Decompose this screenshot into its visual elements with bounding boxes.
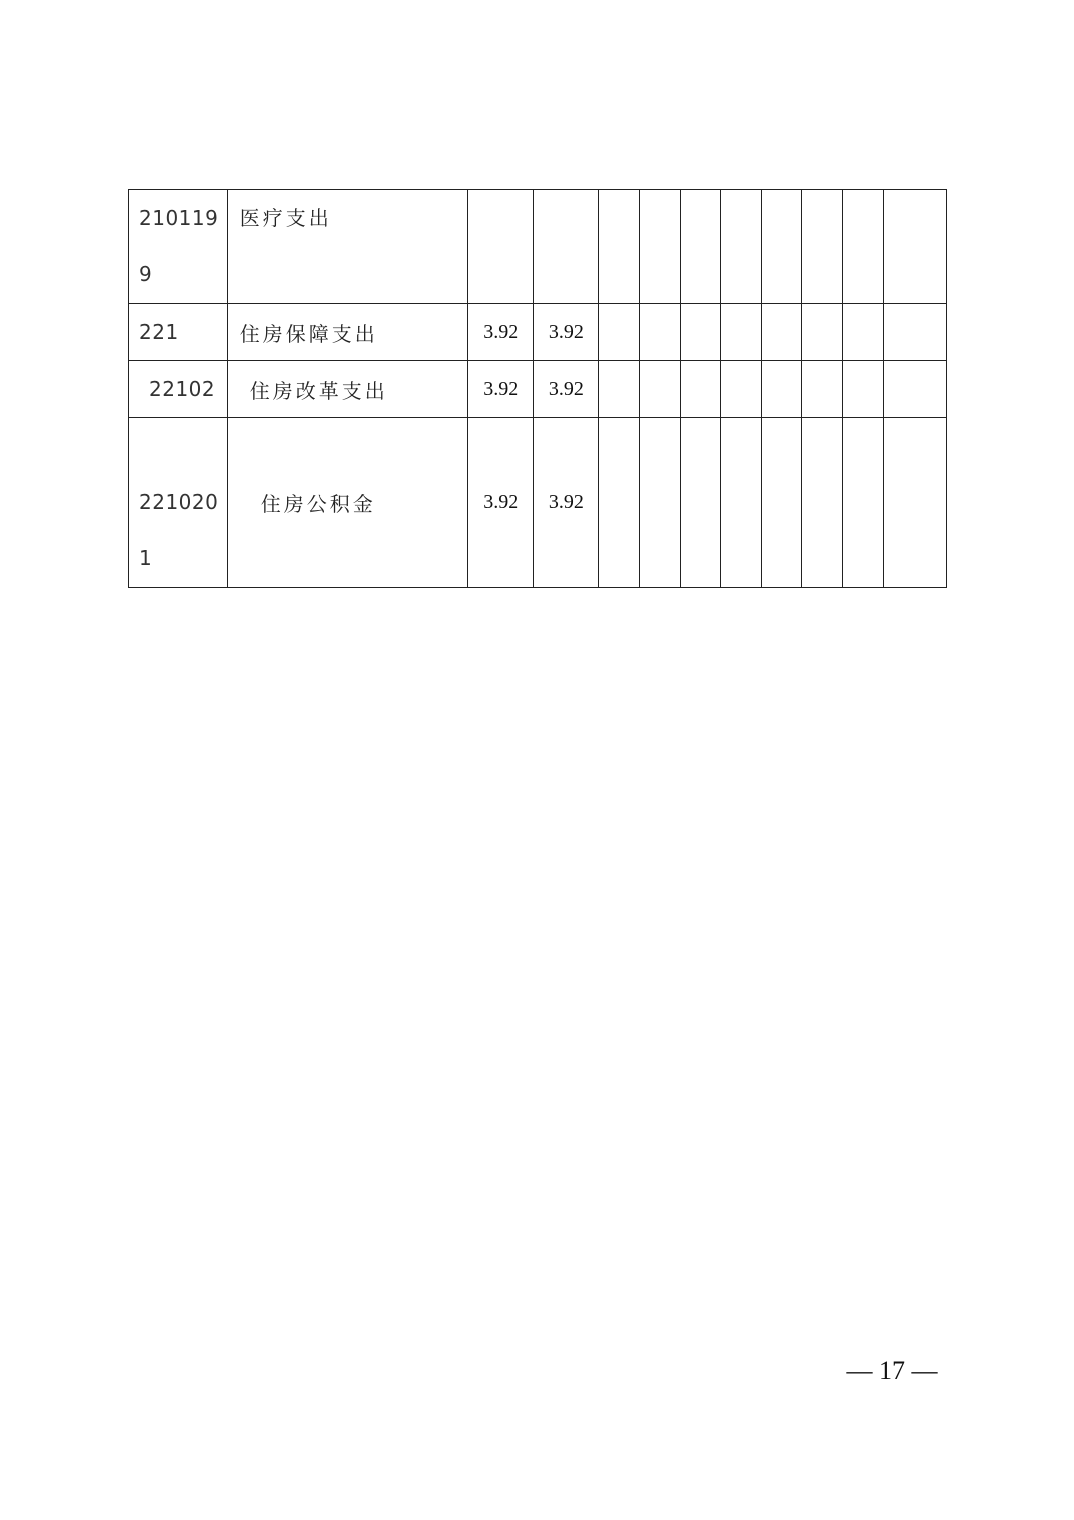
empty-cell xyxy=(599,190,640,304)
empty-cell xyxy=(801,418,842,588)
subject-name: 住房公积金 xyxy=(260,492,376,516)
subject-code-cell xyxy=(129,418,228,588)
empty-cell xyxy=(721,304,762,361)
amount-basic-cell: 3.92 xyxy=(534,418,599,588)
subject-name-cell xyxy=(227,190,467,304)
empty-cell xyxy=(681,304,721,361)
empty-cell xyxy=(842,190,883,304)
empty-cell xyxy=(762,361,802,418)
empty-cell xyxy=(599,418,640,588)
empty-cell xyxy=(883,304,946,361)
empty-cell xyxy=(721,361,762,418)
empty-cell xyxy=(599,361,640,418)
amount-total-cell: 3.92 xyxy=(468,361,534,418)
empty-cell xyxy=(640,190,681,304)
subject-code-line1: 210119 xyxy=(139,206,219,230)
subject-code-line2: 9 xyxy=(139,262,153,286)
subject-name: 住房保障支出 xyxy=(239,321,378,346)
subject-code-cell xyxy=(129,361,228,418)
empty-cell xyxy=(801,304,842,361)
empty-cell xyxy=(883,418,946,588)
subject-code-line1: 221 xyxy=(139,320,179,344)
empty-cell xyxy=(842,361,883,418)
empty-cell xyxy=(842,418,883,588)
table-row xyxy=(129,418,947,588)
amount-basic-cell xyxy=(534,190,599,304)
empty-cell xyxy=(801,190,842,304)
empty-cell xyxy=(681,190,721,304)
page-number: — 17 — xyxy=(846,1356,938,1385)
empty-cell xyxy=(883,190,946,304)
amount-total-cell xyxy=(468,190,534,304)
subject-name: 医疗支出 xyxy=(239,206,332,230)
empty-cell xyxy=(801,361,842,418)
empty-cell xyxy=(762,190,802,304)
subject-code-line1: 22102 xyxy=(149,377,216,401)
subject-name: 住房改革支出 xyxy=(249,378,388,403)
empty-cell xyxy=(721,418,762,588)
table-row xyxy=(129,190,947,304)
empty-cell xyxy=(721,190,762,304)
subject-code-line2: 1 xyxy=(139,546,153,570)
subject-code-line1: 221020 xyxy=(139,490,219,514)
amount-total-cell: 3.92 xyxy=(468,304,534,361)
empty-cell xyxy=(681,418,721,588)
empty-cell xyxy=(640,304,681,361)
empty-cell xyxy=(640,418,681,588)
empty-cell xyxy=(762,304,802,361)
amount-total-cell: 3.92 xyxy=(468,418,534,588)
subject-code-cell xyxy=(129,304,228,361)
empty-cell xyxy=(842,304,883,361)
subject-name-cell xyxy=(227,361,467,418)
empty-cell xyxy=(640,361,681,418)
empty-cell xyxy=(762,418,802,588)
amount-basic-cell: 3.92 xyxy=(534,361,599,418)
empty-cell xyxy=(681,361,721,418)
empty-cell xyxy=(599,304,640,361)
amount-basic-cell: 3.92 xyxy=(534,304,599,361)
subject-name-cell xyxy=(227,418,467,588)
table-row xyxy=(129,361,947,418)
table-row xyxy=(129,304,947,361)
subject-name-cell xyxy=(227,304,467,361)
empty-cell xyxy=(883,361,946,418)
subject-code-cell xyxy=(129,190,228,304)
budget-table xyxy=(128,189,947,588)
